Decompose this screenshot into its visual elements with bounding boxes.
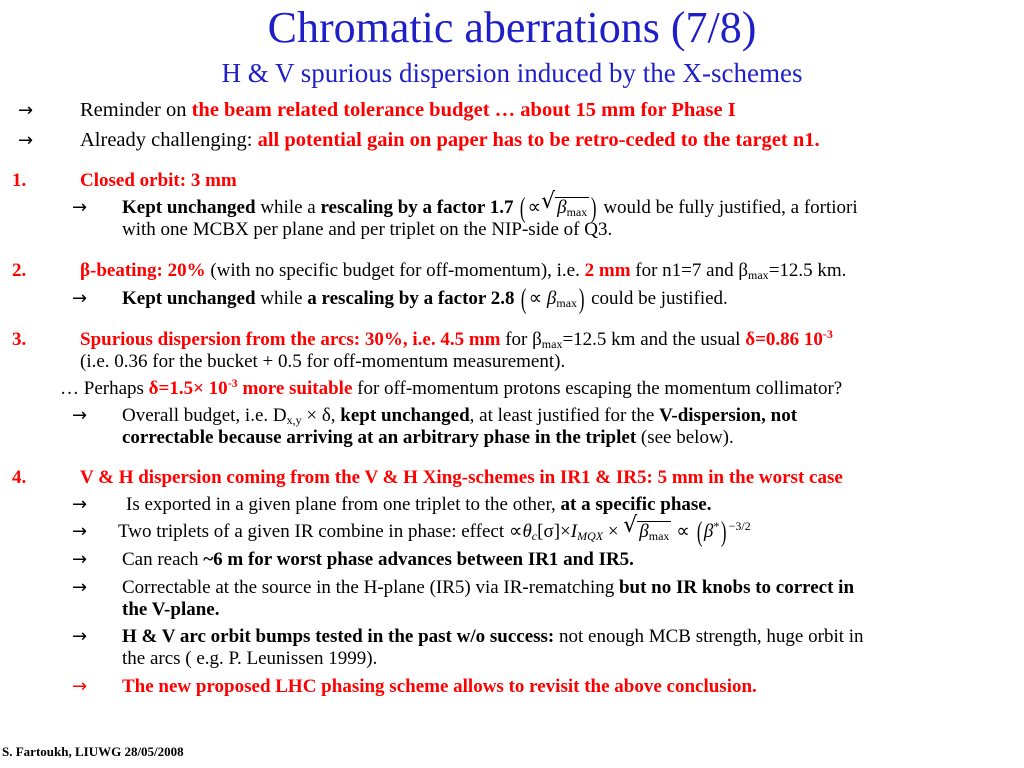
item-4-number: 4. (12, 467, 27, 488)
bold-text: Kept unchanged (122, 197, 256, 218)
item-4-sub-arrow-1 (72, 494, 87, 515)
subscript: max (648, 529, 670, 543)
bold-text: V-dispersion, not (659, 405, 798, 426)
text: while (255, 288, 308, 309)
arrow-icon: → (72, 676, 88, 697)
text: , at least justified for the (469, 405, 660, 426)
intro-emphasis: the beam related tolerance budget … about 15 mm for Phase I (191, 99, 736, 121)
current-symbol: I (570, 521, 578, 542)
emphasis: =0.86 10 (755, 329, 823, 350)
item-2-sub-line (122, 284, 728, 315)
delta-symbol: δ (148, 378, 159, 399)
arrow-icon: → (72, 626, 88, 647)
formula-phase-effect: $\propto\theta_c[\sigma]\times I_{MQX}$ × √ $\beta_{max} \propto (\beta^*)$ $^{-3/2}$ (508, 513, 751, 548)
item-4-sub-arrow-4 (72, 577, 87, 598)
propto-symbol: ∝ (508, 521, 523, 542)
bold-text: but no IR knobs to correct in (618, 577, 855, 598)
beta-symbol: β (557, 197, 567, 218)
item-4-sub-line-2 (118, 513, 751, 548)
arrow-icon: → (18, 100, 34, 121)
item-4-sub-arrow-3 (72, 549, 87, 570)
intro-line-2 (80, 128, 820, 152)
superscript: −3/2 (728, 519, 751, 533)
text: not enough MCB strength, huge orbit in (554, 626, 864, 647)
item-1-number: 1. (12, 170, 27, 191)
superscript: * (713, 519, 720, 533)
item-3-number: 3. (12, 329, 27, 350)
item-2-heading: -beating: 20% (90, 260, 206, 281)
subscript: c (531, 529, 538, 543)
page-subtitle: H & V spurious dispersion induced by the X-schemes (221, 58, 803, 88)
text: could be justified. (586, 288, 728, 309)
propto-symbol: ∝ (528, 288, 543, 309)
emphasis: =1.5× 10 (158, 378, 228, 399)
arrow-icon: → (18, 130, 34, 151)
arrow-icon: → (72, 288, 88, 309)
item-3-sub-arrow (72, 405, 87, 426)
beta-symbol: β (703, 521, 714, 542)
theta-symbol: θ (522, 521, 532, 542)
intro-bullet-2 (18, 128, 33, 153)
delta-symbol: δ (745, 329, 756, 350)
superscript: -3 (227, 376, 238, 390)
item-4-sub-line-6: The new proposed LHC phasing scheme allows to revisit the above conclusion. (122, 676, 757, 697)
footer-credit: S. Fartoukh, LIUWG 28/05/2008 (2, 744, 184, 759)
text: for off-momentum protons escaping the momentum collimator? (352, 378, 843, 399)
arrow-icon: → (72, 521, 88, 542)
emphasis: more suitable (237, 378, 353, 399)
arrow-icon: → (72, 494, 88, 515)
text: Is exported in a given plane from one triplet to the other, (126, 494, 561, 515)
propto-symbol: ∝ (527, 197, 542, 218)
item-3-line-2: (i.e. 0.36 for the bucket + 0.5 for off-momentum measurement). (80, 351, 566, 372)
item-4-sub-arrow-6 (72, 676, 87, 697)
item-4-sub-line-3 (122, 549, 634, 571)
text: =12.5 km. (768, 260, 847, 281)
item-3-perhaps-line (60, 378, 842, 400)
text: Overall budget, i.e. D (122, 405, 287, 426)
bold-text: kept unchanged (340, 405, 470, 426)
subscript: max (556, 296, 578, 310)
bold-text: rescaling by a factor 1.7 (320, 197, 514, 218)
bold-text: Kept unchanged (122, 288, 256, 309)
item-4-sub-arrow-2 (72, 521, 87, 542)
beta-symbol: β (639, 521, 649, 542)
subscript: MQX (577, 529, 604, 543)
bold-text: ~6 m for worst phase advances between IR1 and IR5. (203, 549, 634, 570)
item-4-heading: V & H dispersion coming from the V & H Xing-schemes in IR1 & IR5: 5 mm in the worst case (80, 467, 843, 488)
page-title: Chromatic aberrations (7/8) (267, 3, 757, 52)
bold-text: a rescaling by a factor 2.8 (307, 288, 515, 309)
text: for n1=7 and (630, 260, 739, 281)
text: (with no specific budget for off-momentum), i.e. (205, 260, 585, 281)
superscript: -3 (822, 327, 833, 341)
item-3-sub-line-2 (122, 427, 734, 449)
times-symbol: × (607, 521, 619, 542)
text: Two triplets of a given IR combine in phase: effect (118, 521, 509, 542)
beta-symbol: β (532, 329, 542, 350)
intro-text: Already challenging: (80, 129, 258, 151)
text: Correctable at the source in the H-plane (IR5) via IR-rematching (122, 577, 619, 598)
item-4-sub-arrow-5 (72, 626, 87, 647)
text: … Perhaps (60, 378, 149, 399)
subscript: x,y (286, 413, 302, 427)
item-1-sub-line-2: with one MCBX per plane and per triplet on the NIP-side of Q3. (122, 219, 613, 240)
emphasis: 2 mm (584, 260, 631, 281)
item-1-heading: Closed orbit: 3 mm (80, 170, 237, 191)
arrow-icon: → (72, 197, 88, 218)
text: (see below). (636, 427, 734, 448)
text: Can reach (122, 549, 204, 570)
item-1-sub-arrow (72, 197, 87, 218)
subscript: max (748, 268, 769, 282)
formula-propto-sqrt-beta: (∝ √ $\beta_{max}$ ) (520, 189, 597, 224)
beta-symbol: β (80, 260, 91, 281)
beta-symbol: β (738, 260, 749, 281)
item-1-sub-line-1 (122, 189, 858, 224)
item-3-heading: Spurious dispersion from the arcs: 30%, i.e. 4.5 mm (80, 329, 501, 350)
subscript: max (566, 205, 588, 219)
sigma-bracket: [σ] (537, 521, 561, 542)
text: while a (255, 197, 321, 218)
propto-symbol: ∝ (676, 521, 690, 542)
times-symbol: × (560, 521, 571, 542)
item-3-sub-line-1 (122, 405, 797, 427)
text: for (500, 329, 533, 350)
text: × δ, (301, 405, 341, 426)
arrow-icon: → (72, 549, 88, 570)
text: would be fully justified, a fortiori (603, 197, 858, 218)
intro-text: Reminder on (80, 99, 192, 121)
bold-text: at a specific phase. (560, 494, 712, 515)
item-4-sub-line-5 (122, 626, 864, 648)
item-2-heading-line (80, 260, 846, 282)
item-3-heading-line (80, 329, 833, 351)
bold-text: H & V arc orbit bumps tested in the past w/o success: (122, 626, 555, 647)
item-2-sub-arrow (72, 288, 87, 309)
intro-line-1 (80, 98, 736, 122)
item-4-sub-line-4b: the V-plane. (122, 599, 220, 620)
bold-text: correctable because arriving at an arbitrary phase in the triplet (122, 427, 637, 448)
subscript: max (541, 337, 563, 351)
formula-propto-beta: (∝ $\beta_{max}$) (521, 284, 585, 315)
intro-bullet-1 (18, 98, 33, 123)
item-4-sub-line-4 (122, 577, 854, 599)
beta-symbol: β (546, 288, 557, 309)
text: =12.5 km and the usual (562, 329, 746, 350)
arrow-icon: → (72, 577, 88, 598)
intro-emphasis: all potential gain on paper has to be retro-ceded to the target n1. (257, 129, 820, 151)
item-2-number: 2. (12, 260, 27, 281)
arrow-icon: → (72, 405, 88, 426)
item-4-sub-line-5b: the arcs ( e.g. P. Leunissen 1999). (122, 648, 378, 669)
